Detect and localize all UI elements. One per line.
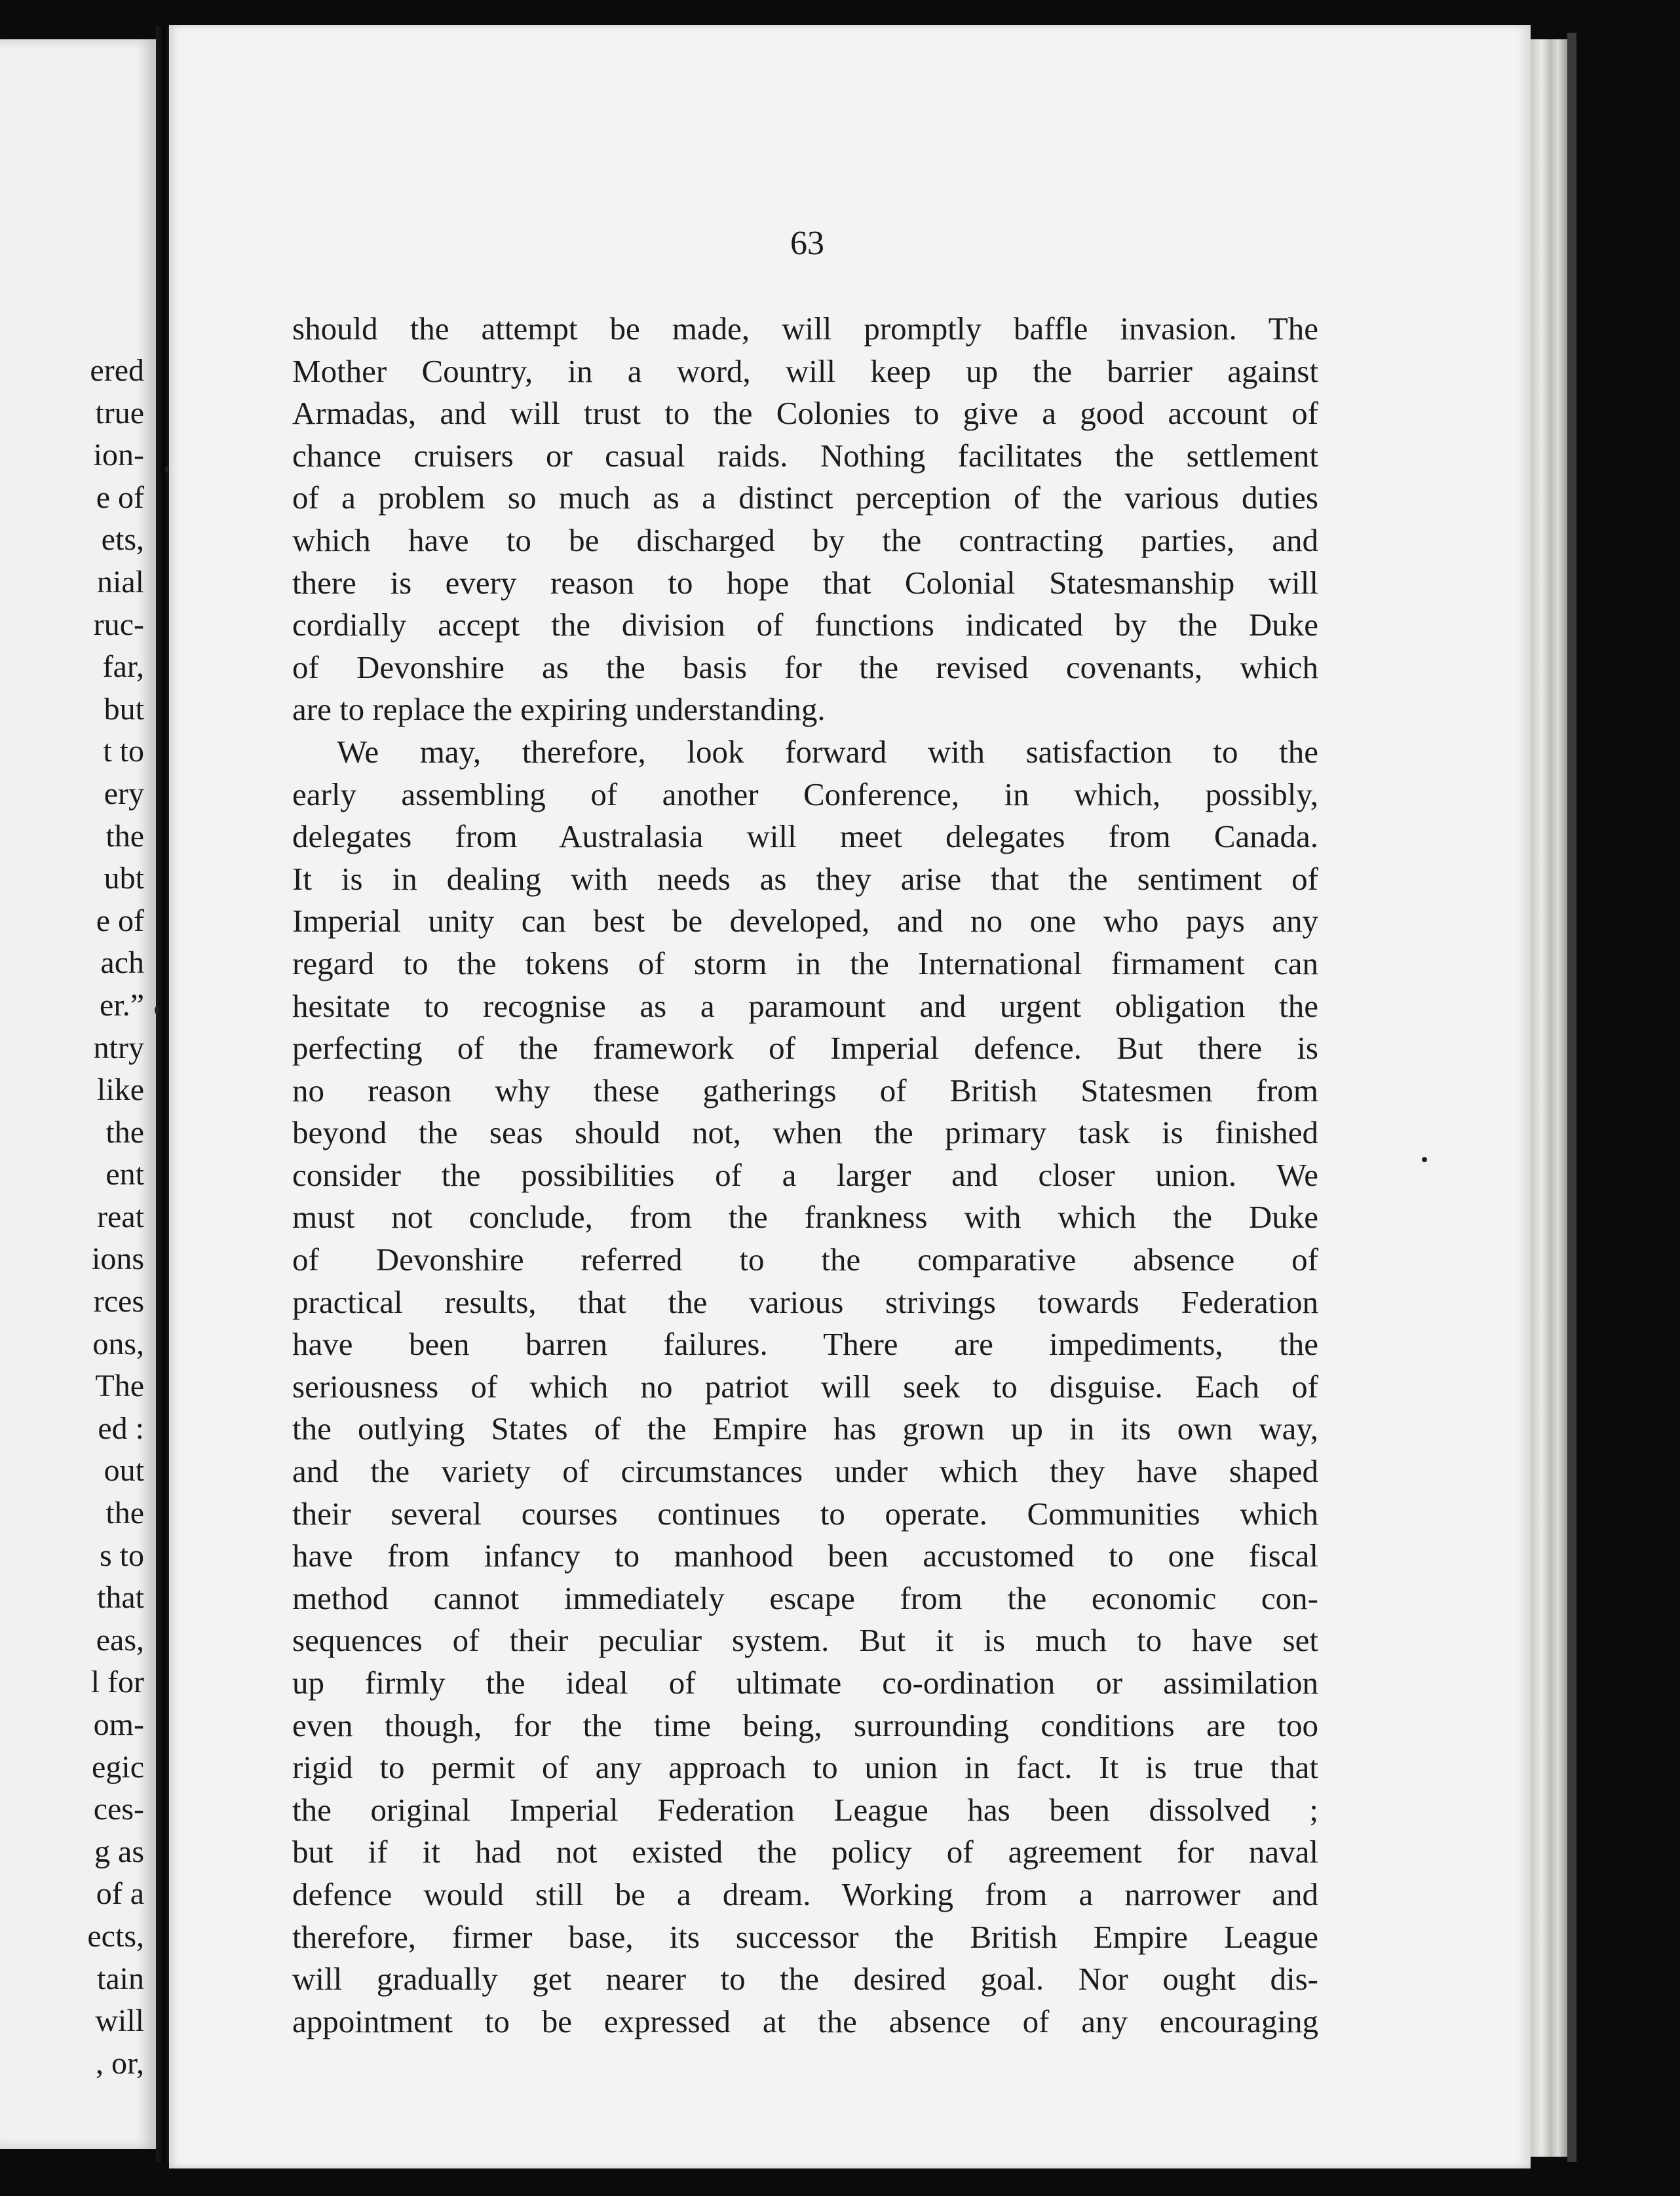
previous-page-line-fragment: ects, — [87, 1918, 144, 1954]
text-line: delegates from Australasia will meet delegates from Canada. — [292, 818, 1318, 855]
previous-page-line-fragment: er.” — [100, 987, 144, 1023]
text-line: have from infancy to manhood been accustomed to one fiscal — [292, 1538, 1318, 1574]
previous-page-line-fragment: the — [105, 818, 144, 854]
text-line: perfecting of the framework of Imperial defence. But there is — [292, 1030, 1318, 1067]
previous-page-line-fragment: ubt — [104, 861, 144, 896]
text-line: defence would still be a dream. Working from a narrower and — [292, 1876, 1318, 1912]
previous-page-line-fragment: eas, — [96, 1622, 144, 1657]
previous-page-line-fragment: that — [97, 1580, 144, 1616]
text-line: even though, for the time being, surrounding conditions are too — [292, 1707, 1318, 1743]
text-line: no reason why these gatherings of British Statesmen from — [292, 1072, 1318, 1108]
text-line: Mother Country, in a word, will keep up the barrier against — [292, 352, 1318, 389]
previous-page-line-fragment: ces- — [93, 1792, 144, 1827]
previous-page-line-fragment: ions — [91, 1241, 144, 1277]
text-line: the outlying States of the Empire has grown up in its own way, — [292, 1410, 1318, 1447]
previous-page-line-fragment: l for — [90, 1665, 144, 1700]
previous-page-line-fragment: out — [104, 1453, 144, 1488]
previous-page-line-fragment: g as — [94, 1834, 144, 1869]
text-line: beyond the seas should not, when the primary task is finished — [292, 1114, 1318, 1151]
previous-page-line-fragment: ered — [90, 353, 144, 388]
previous-page-line-fragment: ery — [104, 776, 144, 811]
text-line: hesitate to recognise as a paramount and urgent obligation the — [292, 987, 1318, 1024]
previous-page-line-endings — [87, 350, 144, 2085]
page-stack-edge — [1531, 39, 1567, 2157]
previous-page-line-fragment: the — [105, 1496, 144, 1531]
previous-page-line-fragment: tain — [97, 1961, 144, 1996]
previous-page-line-fragment: ntry — [93, 1030, 144, 1065]
scan-speck — [155, 1006, 159, 1014]
previous-page-line-fragment: ets, — [101, 522, 144, 558]
scan-speck — [1422, 1157, 1427, 1162]
previous-page-line-fragment: s to — [99, 1538, 144, 1573]
text-line: consider the possibilities of a larger and closer union. We — [292, 1156, 1318, 1193]
page-stack-shadow — [1567, 33, 1576, 2162]
previous-page-line-fragment: of a — [96, 1876, 144, 1912]
page-number: 63 — [790, 225, 824, 262]
text-line: appointment to be expressed at the absence of any encouraging — [292, 2003, 1318, 2039]
previous-page-line-fragment: ent — [105, 1157, 144, 1192]
text-line: Imperial unity can best be developed, and no one who pays any — [292, 903, 1318, 939]
previous-page-line-fragment: reat — [97, 1199, 144, 1234]
previous-page-line-fragment: far, — [102, 649, 144, 685]
previous-page-line-fragment: , or, — [95, 2045, 144, 2081]
text-line: chance cruisers or casual raids. Nothing facilitates the settlement — [292, 437, 1318, 474]
text-line: We may, therefore, look forward with satisfaction to the — [337, 733, 1318, 770]
previous-page-line-fragment: e of — [96, 903, 144, 938]
previous-page-line-fragment: true — [95, 395, 144, 430]
text-line: rigid to permit of any approach to union in fact. It is true that — [292, 1749, 1318, 1786]
previous-page-line-fragment: e of — [96, 480, 144, 515]
text-line: Armadas, and will trust to the Colonies to give a good account of — [292, 395, 1318, 432]
text-line: should the attempt be made, will promptly baffle invasion. The — [292, 311, 1318, 347]
text-line: are to replace the expiring understanding. — [292, 691, 826, 728]
text-line: and the variety of circumstances under which they have shaped — [292, 1453, 1318, 1490]
previous-page-line-fragment: the — [105, 1114, 144, 1150]
text-line: method cannot immediately escape from the economic con- — [292, 1580, 1318, 1616]
previous-page-line-fragment: The — [95, 1369, 144, 1404]
text-line: of Devonshire referred to the comparative absence of — [292, 1241, 1318, 1278]
page-body-text — [292, 308, 1318, 2043]
previous-page-line-fragment: rces — [93, 1284, 144, 1319]
text-line: must not conclude, from the frankness with which the Duke — [292, 1199, 1318, 1236]
previous-page-line-fragment: ons, — [92, 1326, 144, 1361]
previous-page-line-fragment: ion- — [93, 438, 144, 473]
previous-page-line-fragment: nial — [97, 564, 144, 599]
text-line: seriousness of which no patriot will seek to disguise. Each of — [292, 1368, 1318, 1405]
text-line: cordially accept the division of functions indicated by the Duke — [292, 607, 1318, 643]
text-line: have been barren failures. There are impediments, the — [292, 1326, 1318, 1363]
text-line: will gradually get nearer to the desired goal. Nor ought dis- — [292, 1961, 1318, 1997]
text-line: the original Imperial Federation League has been dissolved ; — [292, 1791, 1318, 1828]
text-line: there is every reason to hope that Colonial Statesmanship will — [292, 564, 1318, 601]
previous-page-line-fragment: like — [97, 1072, 144, 1108]
text-line: of Devonshire as the basis for the revised covenants, which — [292, 649, 1318, 685]
previous-page-line-fragment: ed : — [98, 1410, 144, 1446]
previous-page-line-fragment: om- — [93, 1707, 144, 1742]
previous-page-line-fragment: egic — [92, 1749, 144, 1785]
previous-page-line-fragment: ach — [100, 945, 144, 981]
previous-page-line-fragment: but — [104, 691, 144, 727]
previous-page-line-fragment: will — [95, 2003, 144, 2039]
previous-page-fragment — [0, 39, 156, 2149]
previous-page-line-fragment: ruc- — [93, 607, 144, 642]
scan-speck — [165, 466, 169, 473]
text-line: therefore, firmer base, its successor the British Empire League — [292, 1918, 1318, 1955]
text-line: sequences of their peculiar system. But it is much to have set — [292, 1622, 1318, 1659]
text-line: of a problem so much as a distinct perception of the various duties — [292, 480, 1318, 516]
text-line: regard to the tokens of storm in the International firmament can — [292, 945, 1318, 981]
text-line: their several courses continues to operate. Communities which — [292, 1495, 1318, 1532]
text-line: but if it had not existed the policy of agreement for naval — [292, 1834, 1318, 1870]
book-gutter — [156, 26, 170, 2162]
text-line: which have to be discharged by the contracting parties, and — [292, 521, 1318, 558]
text-line: early assembling of another Conference, in which, possibly, — [292, 776, 1318, 812]
previous-page-line-fragment: t to — [103, 734, 144, 769]
text-line: up firmly the ideal of ultimate co-ordination or assimilation — [292, 1665, 1318, 1701]
text-line: It is in dealing with needs as they arise that the sentiment of — [292, 860, 1318, 897]
text-line: practical results, that the various strivings towards Federation — [292, 1283, 1318, 1320]
